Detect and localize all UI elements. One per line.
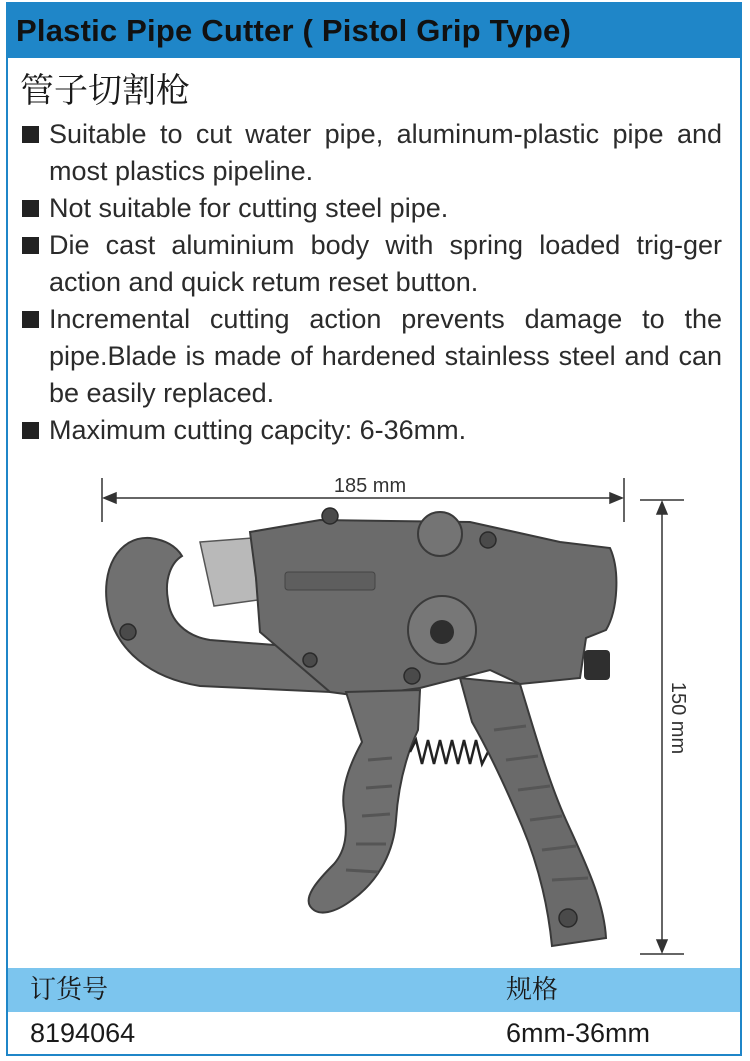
width-dimension-label: 185 mm [333, 475, 407, 497]
feature-text: Die cast aluminium body with spring loaded trig-ger action and quick retum reset button. [49, 230, 722, 297]
feature-item [22, 116, 722, 190]
feature-item [22, 301, 722, 412]
feature-text: Incremental cutting action prevents damage to the pipe.Blade is made of hardened stainless steel and can be easily replaced. [49, 304, 722, 408]
order-number-header: 订货号 [30, 975, 109, 1005]
chinese-product-name: 管子切割枪 [20, 71, 190, 111]
pipe-cutter-illustration [106, 508, 616, 946]
square-bullet-icon [22, 422, 39, 439]
specification-header: 规格 [506, 975, 559, 1005]
feature-text: Not suitable for cutting steel pipe. [49, 193, 449, 223]
feature-text: Suitable to cut water pipe, aluminum-plastic pipe and most plastics pipeline. [49, 119, 722, 186]
square-bullet-icon [22, 126, 39, 143]
square-bullet-icon [22, 311, 39, 328]
product-dimension-diagram [0, 460, 750, 970]
page-title: Plastic Pipe Cutter ( Pistol Grip Type) [8, 4, 740, 58]
feature-item [22, 190, 722, 227]
feature-text: Maximum cutting capcity: 6-36mm. [49, 415, 467, 445]
spec-table-header [8, 968, 740, 1012]
feature-item [22, 412, 722, 449]
feature-list [22, 116, 722, 449]
height-dimension-label: 150 mm [667, 681, 689, 755]
specification-cell: 6mm-36mm [506, 1018, 651, 1048]
feature-item [22, 227, 722, 301]
square-bullet-icon [22, 200, 39, 217]
table-row [8, 1012, 740, 1054]
order-number-cell: 8194064 [30, 1018, 136, 1048]
square-bullet-icon [22, 237, 39, 254]
